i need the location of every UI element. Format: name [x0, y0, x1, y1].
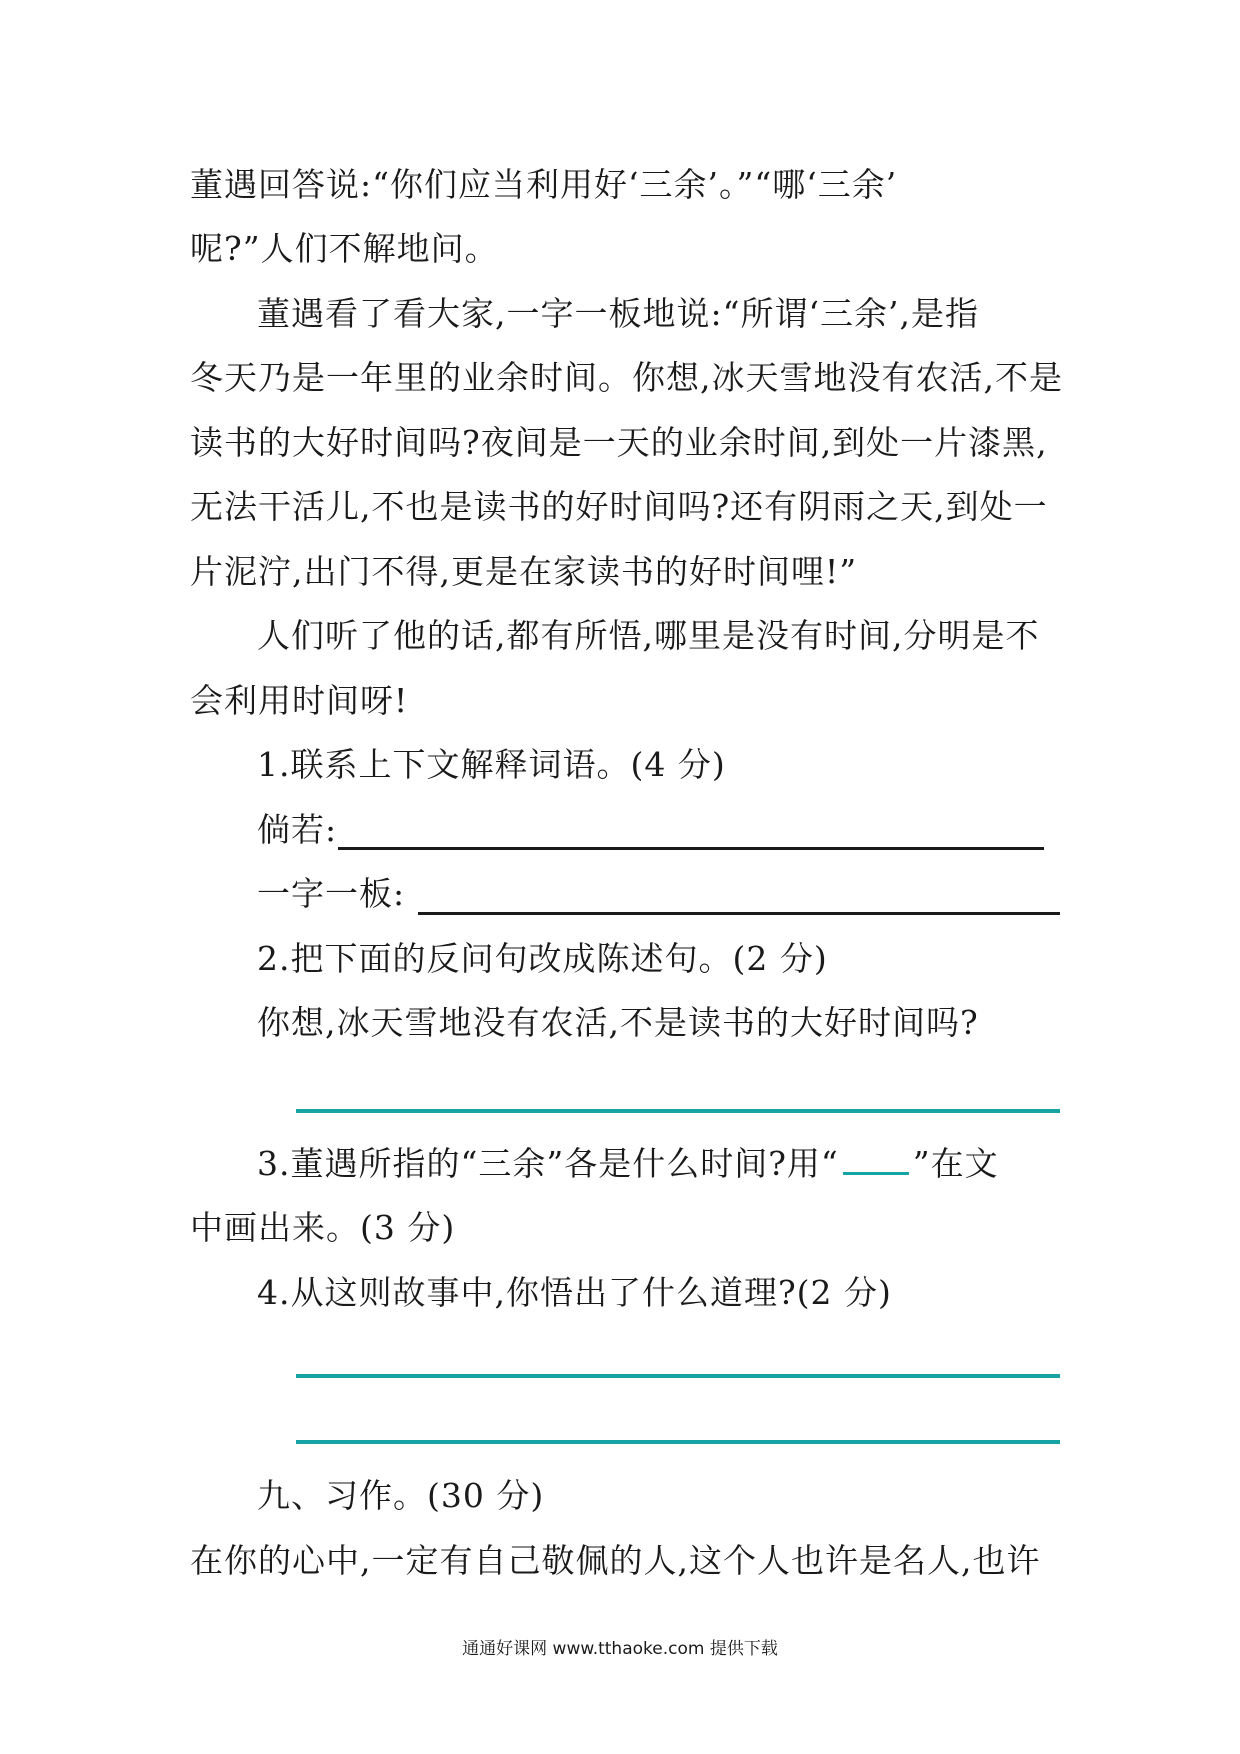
passage-line-3: 董遇看了看大家,一字一板地说:“所谓‘三余’,是指: [257, 294, 979, 333]
answer-line-question-4-a[interactable]: [296, 1374, 1060, 1378]
question-1-title: 1.联系上下文解释词语。(4 分): [257, 745, 726, 784]
passage-line-8: 人们听了他的话,都有所悟,哪里是没有时间,分明是不: [257, 616, 1040, 655]
passage-line-7: 片泥泞,出门不得,更是在家读书的好时间哩!”: [190, 552, 858, 591]
answer-line-question-2[interactable]: [296, 1109, 1060, 1113]
passage-line-5: 读书的大好时间吗?夜间是一天的业余时间,到处一片漆黑,: [190, 423, 1048, 462]
question-3-text-before: 3.董遇所指的“三余”各是什么时间?用“: [257, 1144, 839, 1183]
question-3-line-1: [257, 1144, 999, 1184]
writing-section-title: 九、习作。(30 分): [257, 1476, 545, 1515]
passage-line-2: 呢?”人们不解地问。: [190, 229, 499, 268]
passage-line-6: 无法干活儿,不也是读书的好时间吗?还有阴雨之天,到处一: [190, 487, 1048, 526]
answer-line-term-1[interactable]: [338, 847, 1044, 850]
question-2-title: 2.把下面的反问句改成陈述句。(2 分): [257, 939, 828, 978]
page-footer: 通通好课网 www.tthaoke.com 提供下载: [462, 1639, 778, 1659]
question-4-title: 4.从这则故事中,你悟出了什么道理?(2 分): [257, 1273, 892, 1312]
question-3-text-after: ”在文: [912, 1144, 999, 1183]
answer-line-question-4-b[interactable]: [296, 1440, 1060, 1444]
writing-prompt-line-1: 在你的心中,一定有自己敬佩的人,这个人也许是名人,也许: [190, 1541, 1041, 1580]
passage-line-9: 会利用时间呀!: [190, 681, 409, 720]
question-3-line-2: 中画出来。(3 分): [190, 1208, 456, 1247]
passage-line-4: 冬天乃是一年里的业余时间。你想,冰天雪地没有农活,不是: [190, 358, 1063, 397]
passage-line-1: 董遇回答说:“你们应当利用好‘三余’。”“哪‘三余’: [190, 165, 898, 204]
question-2-sentence: 你想,冰天雪地没有农活,不是读书的大好时间吗?: [257, 1003, 979, 1042]
question-1-term-1: 倘若:: [257, 810, 338, 849]
answer-line-term-2[interactable]: [418, 912, 1060, 915]
underline-mark-sample: [843, 1146, 909, 1175]
question-1-term-2: 一字一板:: [257, 874, 406, 913]
